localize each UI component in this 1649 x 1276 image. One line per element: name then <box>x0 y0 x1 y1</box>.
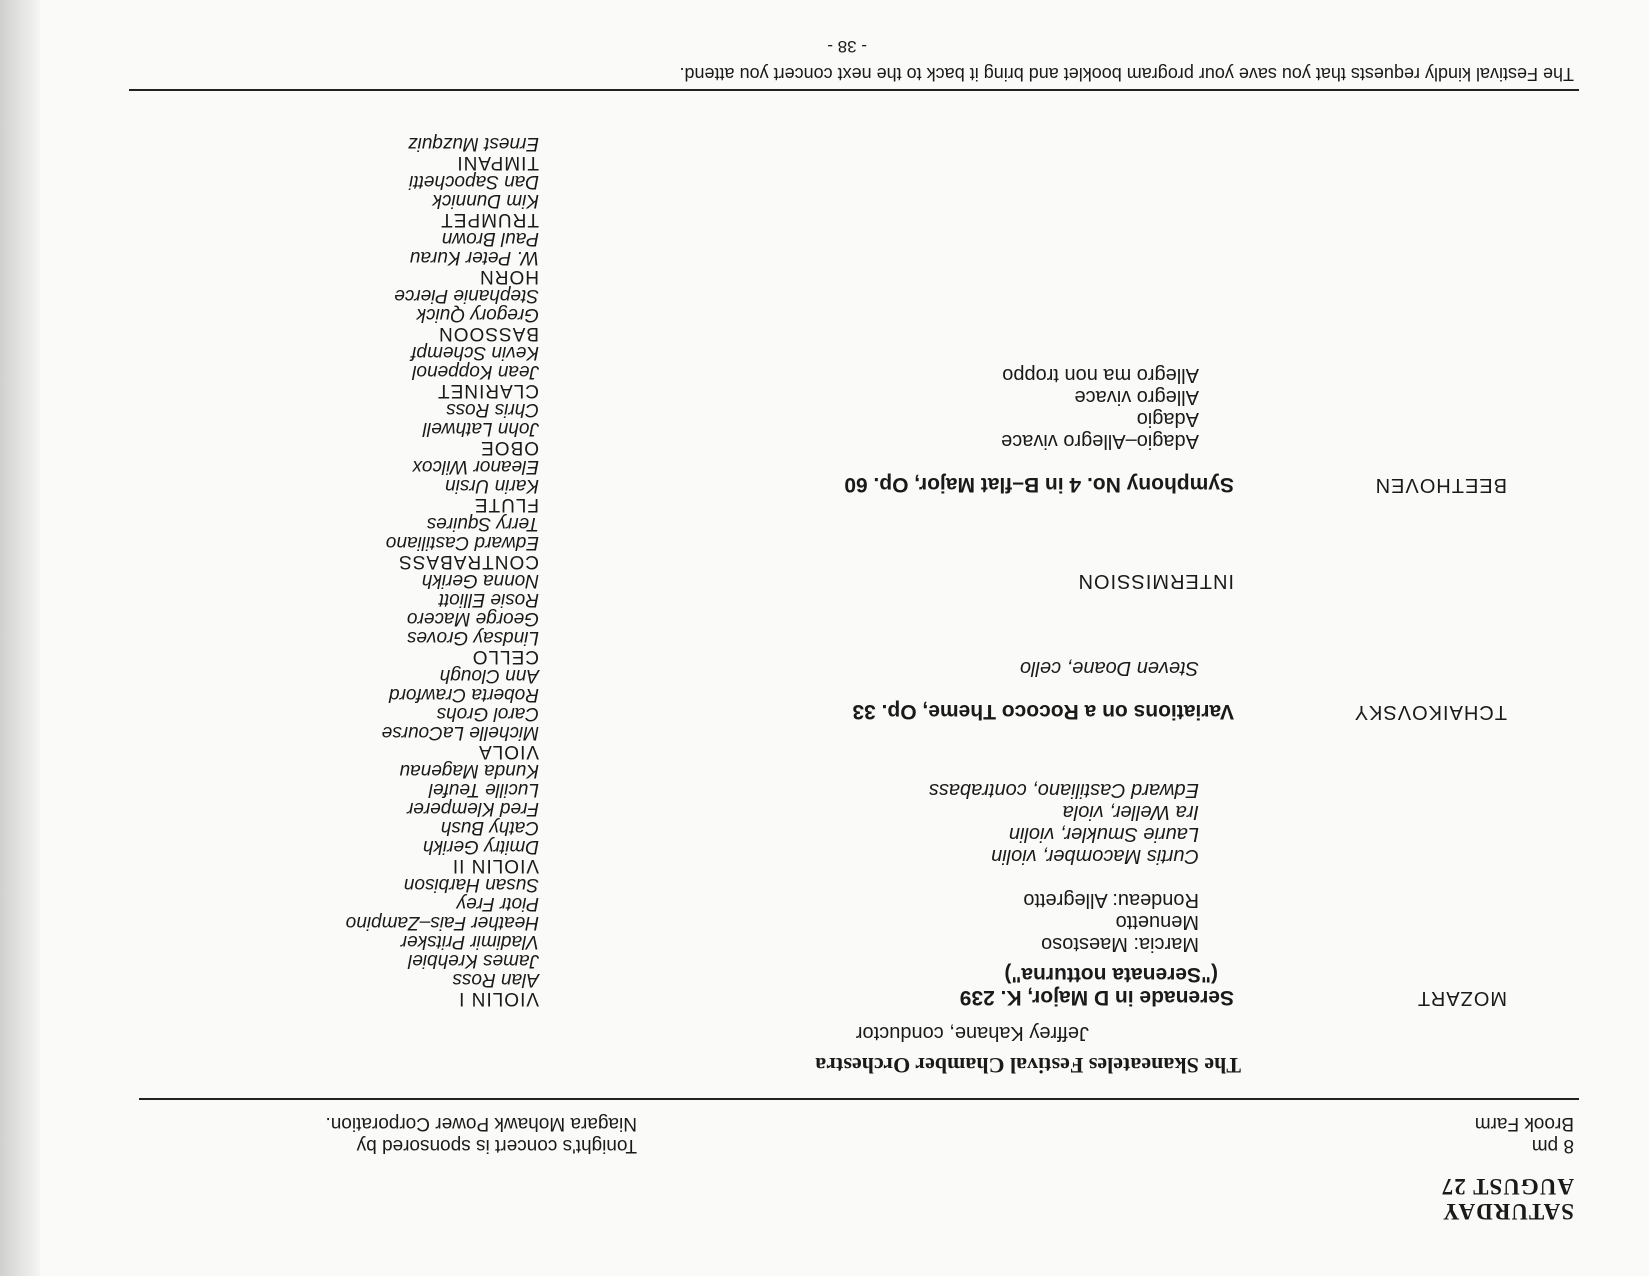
musician-name: Chris Ross <box>446 399 539 420</box>
section-heading: CONTRABASS <box>398 551 539 572</box>
musician-name: James Krehbiel <box>408 950 539 971</box>
section-heading: BASSOON <box>438 323 539 344</box>
composer-beethoven: BEETHOVEN <box>1374 474 1507 496</box>
musician-name: Alan Ross <box>452 969 539 990</box>
roster-section-violin-2 <box>346 761 539 875</box>
roster-section-trumpet <box>346 172 539 229</box>
section-heading: TIMPANI <box>456 152 539 173</box>
footer-rule <box>129 89 1579 91</box>
musician-name: Eleanor Wilcox <box>412 456 539 477</box>
section-heading: FLUTE <box>473 494 539 515</box>
performer: Steven Doane, cello <box>1019 657 1199 679</box>
musician-name: Carol Grohs <box>436 703 539 724</box>
musician-name: Gregory Quick <box>416 304 539 325</box>
roster-section-violin-1 <box>346 875 539 1008</box>
roster-section-cello <box>346 571 539 666</box>
musician-name: Cathy Bush <box>440 817 539 838</box>
performer: Curtis Macomber, violin <box>991 845 1199 867</box>
musician-name: John Lathwell <box>422 418 539 439</box>
musician-name: Lucille Teufel <box>428 779 539 800</box>
performer: Edward Castiliano, contrabass <box>928 779 1199 801</box>
musician-name: Susan Harbison <box>403 874 539 895</box>
footer-note: The Festival kindly requests that you save your program booklet and bring it back to the next concert you attend. <box>679 64 1574 84</box>
musician-name: Vladimir Pritsker <box>400 931 539 952</box>
musician-name: Ernest Muzquiz <box>408 133 539 154</box>
roster-section-flute <box>346 457 539 514</box>
performer: Laurie Smukler, violin <box>1008 823 1199 845</box>
work-subtitle-mozart: ("Serenata notturna") <box>1004 963 1218 986</box>
musician-name: Jean Koppenol <box>412 361 539 382</box>
musician-name: Dmitry Gerikh <box>422 836 539 857</box>
section-heading: OBOE <box>480 437 539 458</box>
page-binding-edge <box>0 0 40 1276</box>
work-title-tchaikovsky: Variations on a Rococo Theme, Op. 33 <box>852 700 1234 723</box>
roster-section-clarinet <box>346 343 539 400</box>
section-heading: VIOLA <box>478 741 539 762</box>
musician-name: Stephanie Pierce <box>394 285 539 306</box>
movement: Rondeau: Allegretto <box>1023 889 1199 911</box>
musician-name: Karin Ursin <box>445 475 539 496</box>
musician-name: Edward Castiliano <box>385 532 539 553</box>
musician-name: Heather Fais–Zampino <box>345 912 539 933</box>
musician-name: Terry Squires <box>426 513 539 534</box>
roster-section-contrabass <box>346 514 539 571</box>
composer-tchaikovsky: TCHAIKOVSKY <box>1353 701 1507 723</box>
musician-name: Nonna Gerikh <box>421 570 539 591</box>
movement: Allegro vivace <box>1074 386 1199 408</box>
section-heading: VIOLIN I <box>458 988 539 1009</box>
section-heading: VIOLIN II <box>451 855 539 876</box>
roster-section-horn <box>346 229 539 286</box>
section-heading: CELLO <box>471 646 539 667</box>
section-heading: CLARINET <box>437 380 539 401</box>
sponsor-line: Tonight's concert is sponsored by <box>356 1135 637 1156</box>
musician-name: Lindsay Groves <box>406 627 539 648</box>
musician-name: Kunda Magenau <box>399 760 539 781</box>
musician-name: W. Peter Kurau <box>409 247 539 268</box>
intermission-label: INTERMISSION <box>1077 570 1234 592</box>
musician-name: George Macero <box>406 608 539 629</box>
movement: Marcia: Maestoso <box>1041 933 1199 955</box>
conductor-line: Jeffrey Kahane, conductor <box>855 1022 1089 1044</box>
roster-section-viola <box>346 666 539 761</box>
day-heading: SATURDAY <box>1442 1199 1574 1224</box>
work-title-beethoven: Symphony No. 4 in B–flat Major, Op. 60 <box>844 473 1234 496</box>
movement: Adagio–Allegro vivace <box>1001 430 1199 452</box>
date-heading: AUGUST 27 <box>1440 1174 1574 1199</box>
orchestra-roster <box>346 134 539 1008</box>
musician-name: Dan Sapochetti <box>409 171 539 192</box>
movement: Adagio <box>1136 408 1199 430</box>
musician-name: Michelle LaCourse <box>381 722 539 743</box>
page-number: - 38 - <box>827 37 867 56</box>
orchestra-name: The Skaneateles Festival Chamber Orchestra <box>815 1053 1241 1078</box>
work-title-mozart: Serenade in D Major, K. 239 <box>959 986 1234 1009</box>
sponsor-name: Niagara Mohawk Power Corporation. <box>325 1113 637 1134</box>
roster-section-timpani <box>346 134 539 172</box>
musician-name: Ann Clough <box>439 665 539 686</box>
musician-name: Roberta Crawford <box>389 684 539 705</box>
concert-venue: Brook Farm <box>1474 1113 1574 1134</box>
composer-mozart: MOZART <box>1416 987 1507 1009</box>
musician-name: Kevin Schempf <box>411 342 539 363</box>
movement: Allegro ma non troppo <box>1002 364 1199 386</box>
section-heading: TRUMPET <box>440 209 539 230</box>
roster-section-oboe <box>346 400 539 457</box>
musician-name: Piotr Frey <box>456 893 539 914</box>
musician-name: Rosie Elliott <box>438 589 539 610</box>
roster-section-bassoon <box>346 286 539 343</box>
musician-name: Kim Dunnick <box>432 190 539 211</box>
performer: Ira Weller, viola <box>1062 801 1199 823</box>
concert-time: 8 pm <box>1531 1135 1574 1156</box>
header-rule <box>139 1098 1579 1100</box>
musician-name: Fred Klemperer <box>407 798 539 819</box>
movement: Menuetto <box>1115 911 1199 933</box>
section-heading: HORN <box>479 266 539 287</box>
musician-name: Paul Brown <box>441 228 539 249</box>
